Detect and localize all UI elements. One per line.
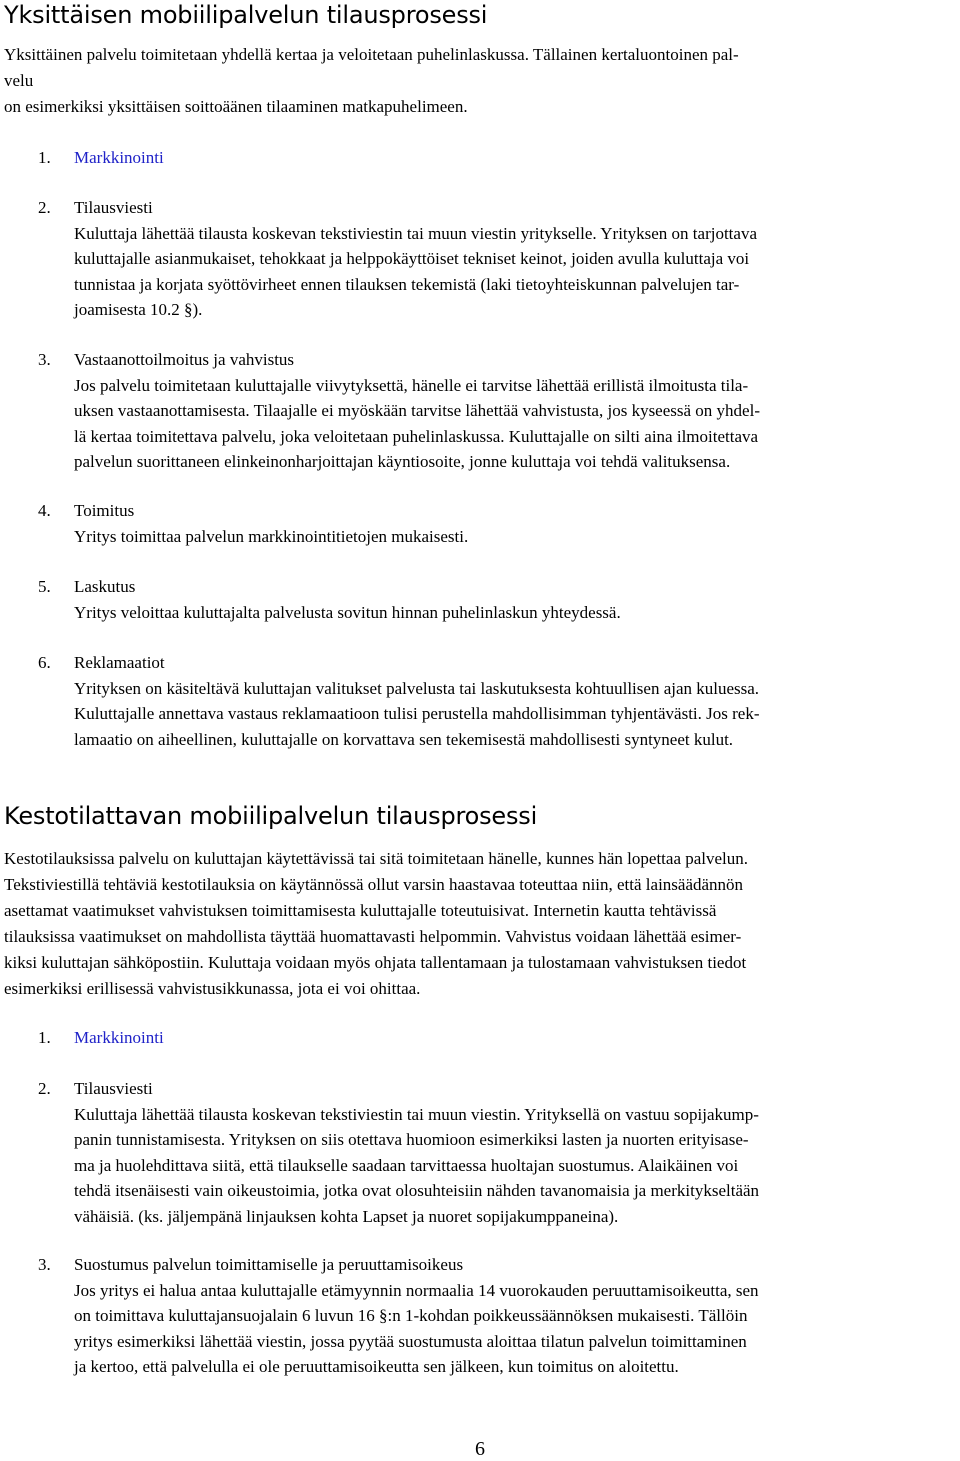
text-line: yritys esimerkiksi lähettää viestin, jossa pyytää suostumusta aloittaa tilatun palvelun toimittaminen	[74, 1331, 747, 1351]
text-line: on toimittava kuluttajansuojalain 6 luvun 16 §:n 1-kohdan poikkeussäännöksen mukaisesti. Tällöin	[74, 1306, 748, 1326]
text-line: tilauksissa vaatimukset on mahdollista täyttää huomattavasti helpommin. Vahvistus voidaan lähettää esimer-	[4, 927, 742, 946]
item-title: Laskutus	[74, 577, 136, 596]
text-line: ma ja huolehdittava siitä, että tilaukselle saadaan tarvittaessa huoltajan suostumus. Alaikäinen voi	[74, 1155, 739, 1175]
item-title: Reklamaatiot	[74, 653, 165, 672]
text-line: uksen vastaanottamisesta. Tilaajalle ei myöskään tarvitse lähettää vahvistusta, jos kyseessä on yhdel-	[74, 401, 760, 421]
text-line: esimerkiksi erillisessä vahvistusikkunassa, jota ei voi ohittaa.	[4, 979, 421, 998]
item-number: 1.	[38, 1028, 51, 1047]
text-line: Tekstiviestillä tehtäviä kestotilauksia on käytännössä ollut varsin haastavaa toteuttaa niin, että lainsäädännön	[4, 875, 744, 894]
text-line: lä kertaa toimitettava palvelu, joka veloitetaan puhelinlaskussa. Kuluttajalle on silti aina ilmoitettava	[74, 426, 759, 446]
page-number: 6	[475, 1438, 485, 1460]
item-number: 2.	[38, 1079, 51, 1098]
text-line: ja kertoo, että palvelulla ei ole peruuttamisoikeutta sen jälkeen, kun toimitus on aloitettu.	[74, 1357, 679, 1377]
text-line: Yrityksen on käsiteltävä kuluttajan valitukset palvelusta tai laskutuksesta kohtuullisen ajan kuluessa.	[74, 678, 760, 698]
text-line: kiksi kuluttajan sähköpostiin. Kuluttaja voidaan myös ohjata tallentamaan ja tulostamaan vahvistuksen tiedot	[4, 953, 747, 972]
text-line: Kestotilauksissa palvelu on kuluttajan käytettävissä tai sitä toimitetaan hänelle, kunnes hän lopettaa palvelun.	[4, 849, 749, 868]
text-line: palvelun suorittaneen elinkeinonharjoittajan käyntiosoite, jonne kuluttaja voi tehdä valituksensa.	[74, 452, 731, 472]
section-heading: Kestotilattavan mobiilipalvelun tilausprosessi	[4, 802, 538, 830]
markkinointi-link[interactable]: Markkinointi	[74, 148, 164, 167]
text-line: asettamat vaatimukset vahvistuksen toimittamisesta kuluttajalle toteutuisivat. Internetin kautta tehtävissä	[4, 901, 717, 920]
section-heading: Yksittäisen mobiilipalvelun tilausprosessi	[4, 1, 488, 29]
text-line: kuluttajalle asianmukaiset, tehokkaat ja helppokäyttöiset tekniset keinot, joiden avulla kuluttaja voi	[74, 249, 750, 269]
item-title: Tilausviesti	[74, 1079, 153, 1098]
text-line: panin tunnistamisesta. Yrityksen on siis otettava huomioon esimerkiksi lasten ja nuorten erityisase-	[74, 1130, 749, 1150]
item-number: 5.	[38, 577, 51, 596]
item-number: 1.	[38, 148, 51, 167]
text-line: Kuluttaja lähettää tilausta koskevan tekstiviestin tai muun viestin yritykselle. Yrityksen on tarjottava	[74, 223, 757, 243]
text-line: Jos palvelu toimitetaan kuluttajalle viivytyksettä, hänelle ei tarvitse lähettää erillistä ilmoitusta tila-	[74, 375, 749, 395]
text-line: joamisesta 10.2 §).	[74, 300, 203, 320]
item-title: Toimitus	[74, 501, 135, 520]
item-title: Tilausviesti	[74, 198, 153, 217]
text-line: Kuluttajalle annettava vastaus reklamaatioon tulisi perustella mahdollisimman tyhjentävästi. Jos rek-	[74, 704, 760, 724]
text-line: Yksittäinen palvelu toimitetaan yhdellä kertaa ja veloitetaan puhelinlaskussa. Tällainen kertaluontoinen pal-	[4, 45, 739, 64]
text-line: tunnistaa ja korjata syöttövirheet ennen tilauksen tekemistä (laki tietoyhteiskunnan palvelujen tar-	[74, 274, 740, 294]
intro-paragraph	[4, 42, 960, 120]
text-line: vähäisiä. (ks. jäljempänä linjauksen kohta Lapset ja nuoret sopijakumppaneina).	[74, 1206, 619, 1226]
text-line: Jos yritys ei halua antaa kuluttajalle etämyynnin normaalia 14 vuorokauden peruuttamisoikeutta, sen	[74, 1280, 759, 1300]
text-line: Yritys toimittaa palvelun markkinointitietojen mukaisesti.	[74, 526, 469, 546]
item-number: 4.	[38, 501, 51, 520]
item-title: Suostumus palvelun toimittamiselle ja peruuttamisoikeus	[74, 1255, 464, 1274]
text-line: Kuluttaja lähettää tilausta koskevan tekstiviestin tai muun viestin. Yrityksellä on vastuu sopijakump-	[74, 1104, 759, 1124]
intro-paragraph	[4, 846, 960, 1002]
text-line: tehdä itsenäisesti vain oikeustoimia, jotka ovat olosuhteisiin nähden tavanomaisia ja merkitykseltään	[74, 1181, 760, 1201]
markkinointi-link[interactable]: Markkinointi	[74, 1028, 164, 1047]
text-line: Yritys veloittaa kuluttajalta palvelusta sovitun hinnan puhelinlaskun yhteydessä.	[74, 602, 621, 622]
item-number: 2.	[38, 198, 51, 217]
item-number: 3.	[38, 350, 51, 369]
text-line: lamaatio on aiheellinen, kuluttajalle on korvattava sen tekemisestä mahdollisesti syntyneet kulut.	[74, 729, 734, 749]
text-line: velu	[4, 71, 34, 90]
item-number: 6.	[38, 653, 51, 672]
text-line: on esimerkiksi yksittäisen soittoäänen tilaaminen matkapuhelimeen.	[4, 97, 468, 116]
item-number: 3.	[38, 1255, 51, 1274]
item-title: Vastaanottoilmoitus ja vahvistus	[74, 350, 295, 369]
